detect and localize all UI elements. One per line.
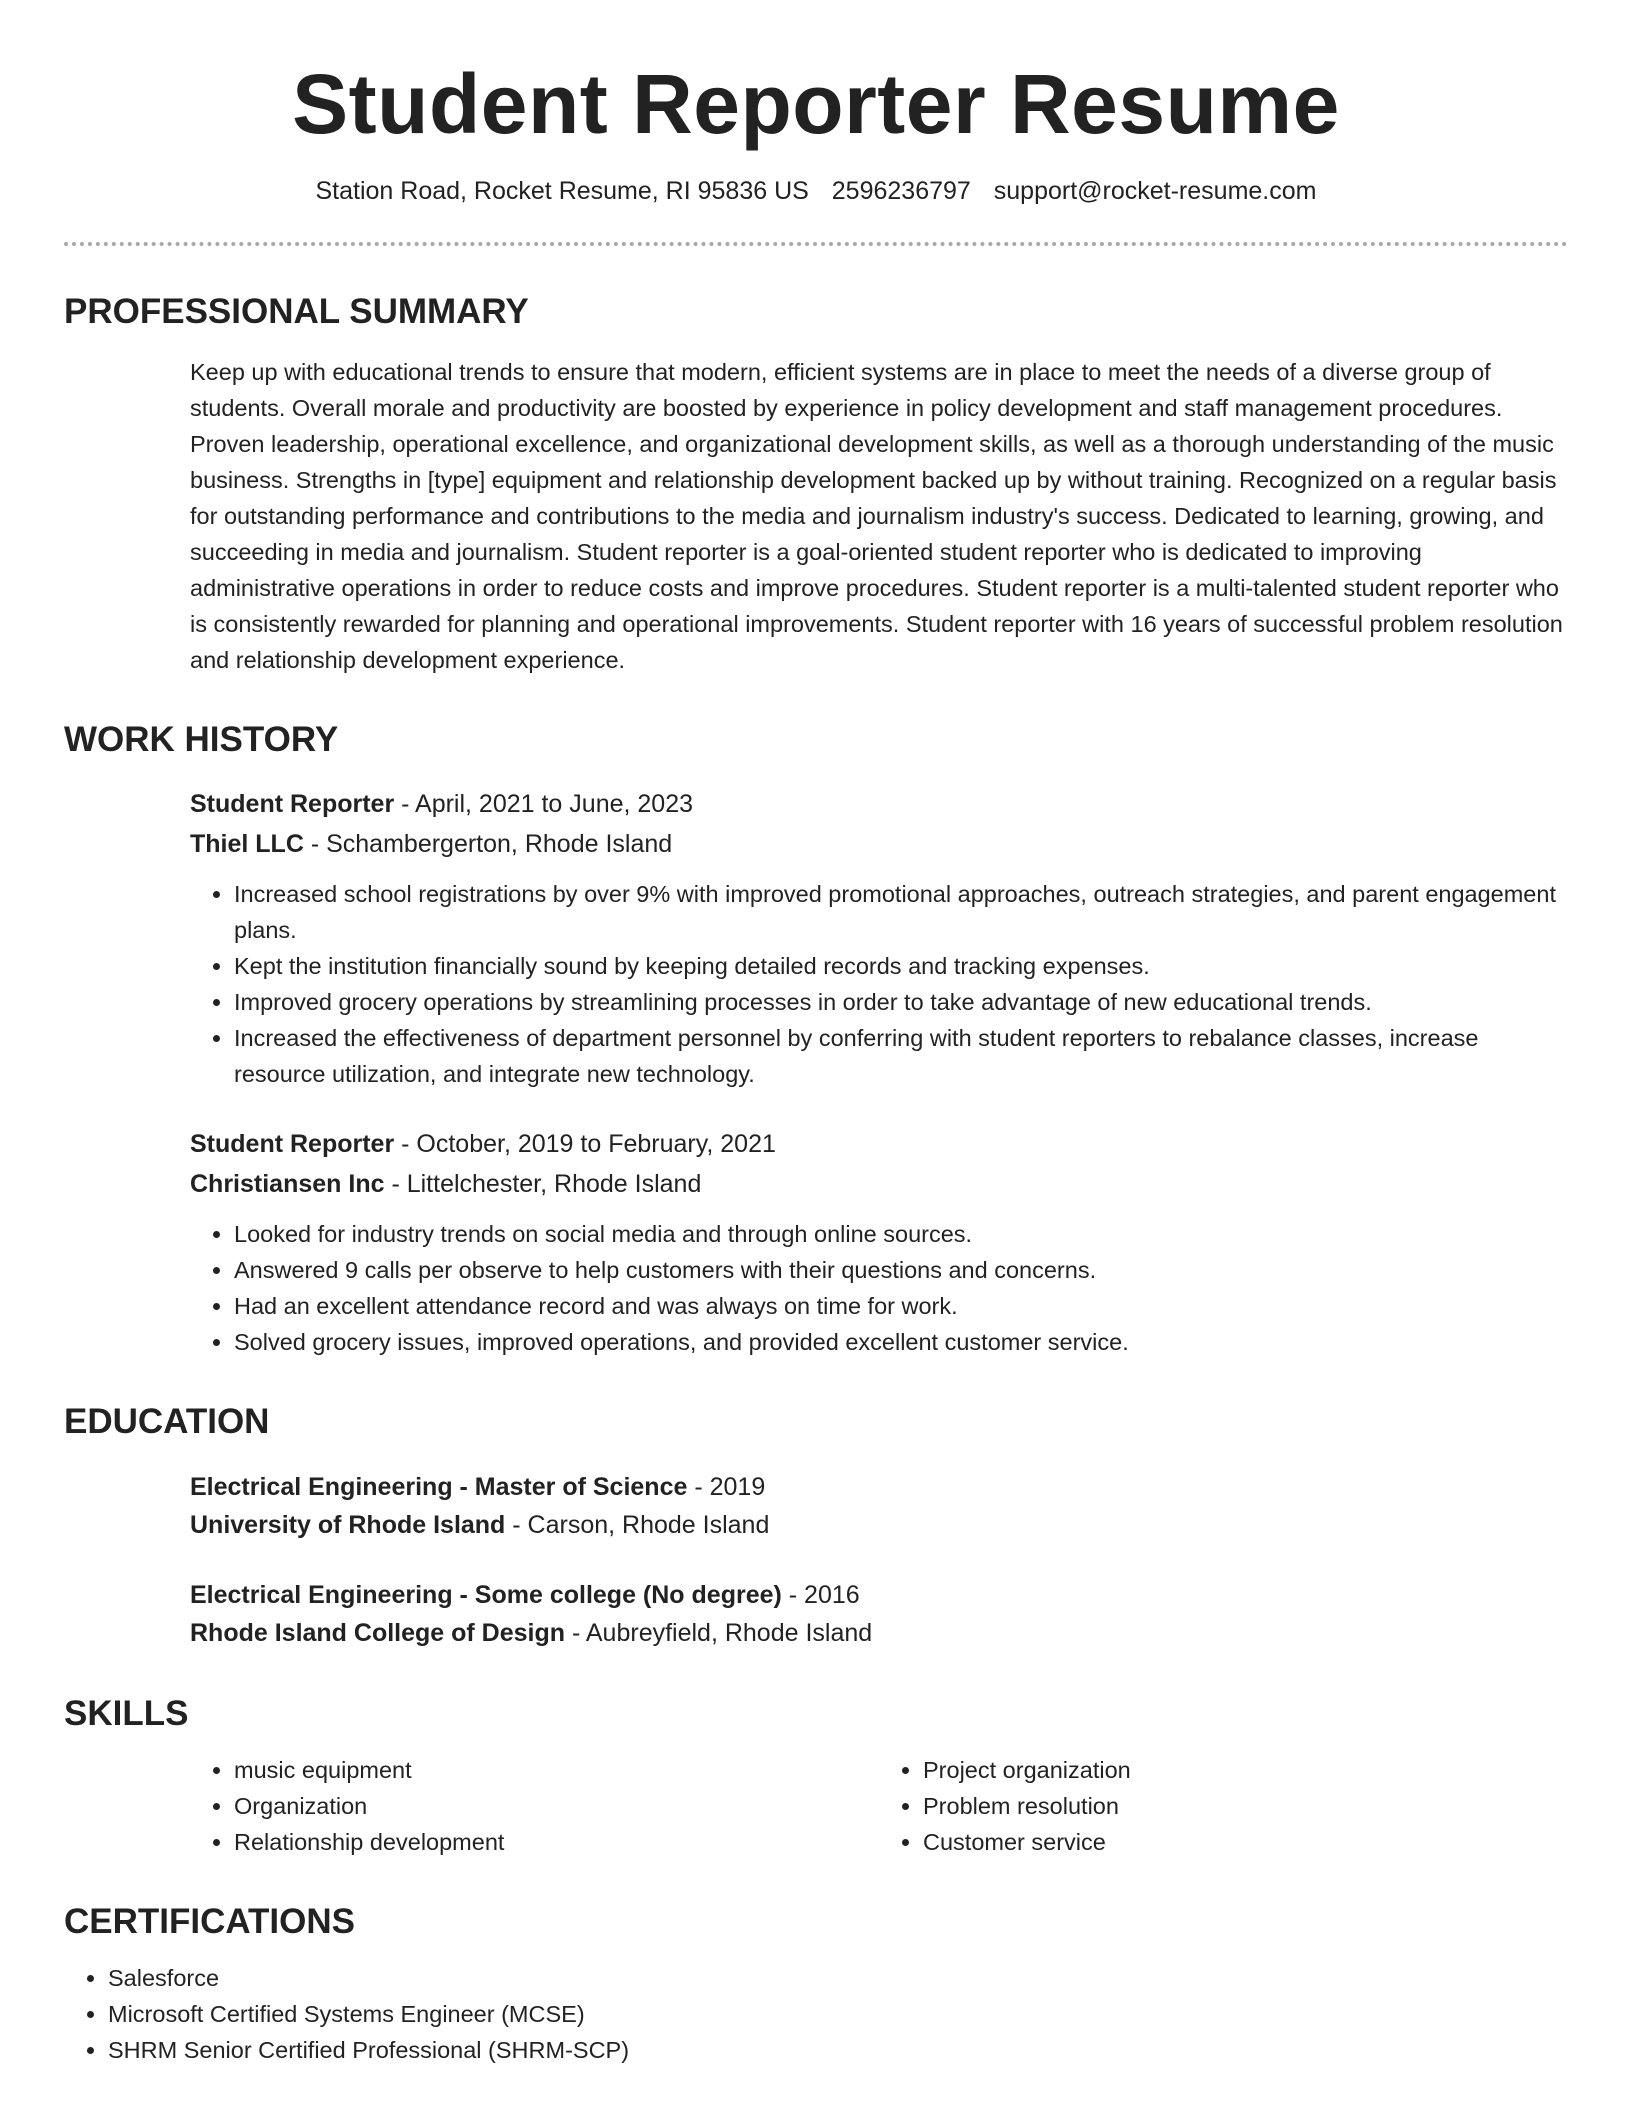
summary-section <box>64 290 1568 678</box>
job-dates: - April, 2021 to June, 2023 <box>394 790 694 818</box>
header-divider <box>64 242 1568 246</box>
education-school: University of Rhode Island <box>190 1511 506 1539</box>
certification-item: • Salesforce <box>108 1960 1568 1996</box>
skill-item: • Customer service <box>923 1824 1568 1860</box>
job-bullet: • Increased school registrations by over 9% with improved promotional approaches, outreach strategies, and parent engagement plans. <box>234 876 1568 948</box>
certifications-section <box>64 1900 1568 2068</box>
education-degree: Electrical Engineering - Some college (No degree) <box>190 1581 782 1609</box>
job-company-line <box>190 1164 1568 1204</box>
education-school: Rhode Island College of Design <box>190 1619 566 1647</box>
education-degree: Electrical Engineering - Master of Science <box>190 1473 688 1501</box>
skill-item: • Problem resolution <box>923 1788 1568 1824</box>
skill-item: • Project organization <box>923 1752 1568 1788</box>
education-location: - Aubreyfield, Rhode Island <box>565 1619 873 1647</box>
job-location: - Littelchester, Rhode Island <box>384 1170 702 1198</box>
contact-email: support@rocket-resume.com <box>993 177 1317 205</box>
education-school-line <box>190 1614 1568 1652</box>
education-school-line <box>190 1506 1568 1544</box>
education-year: - 2019 <box>687 1473 766 1501</box>
skill-item: • Organization <box>234 1788 879 1824</box>
skills-heading: SKILLS <box>64 1694 189 1733</box>
skill-item: • Relationship development <box>234 1824 879 1860</box>
contact-line <box>64 174 1568 208</box>
education-degree-line <box>190 1576 1568 1614</box>
work-history-heading: WORK HISTORY <box>64 720 339 759</box>
job-bullet: • Increased the effectiveness of department personnel by conferring with student reporters to rebalance classes, increase resource utilization, and integrate new technology. <box>234 1020 1568 1092</box>
job-bullet: • Improved grocery operations by streamlining processes in order to take advantage of new educational trends. <box>234 984 1568 1020</box>
education-entry <box>190 1468 1568 1544</box>
job-bullets <box>190 1216 1568 1360</box>
job-title-line <box>190 784 1568 824</box>
education-degree-line <box>190 1468 1568 1506</box>
job-entry <box>190 1124 1568 1360</box>
job-entry <box>190 784 1568 1092</box>
job-bullet: • Kept the institution financially sound by keeping detailed records and tracking expenses. <box>234 948 1568 984</box>
work-history-section <box>64 718 1568 1360</box>
job-dates: - October, 2019 to February, 2021 <box>394 1130 776 1158</box>
education-section <box>64 1400 1568 1652</box>
summary-text: Keep up with educational trends to ensure that modern, efficient systems are in place to meet the needs of a diverse group of students. Overall morale and productivity are boosted by experience in policy development and staff management procedures. Proven leadership, operational excellence, and organizational development skills, as well as a thorough understanding of the music business. Strengths in [type] equipment and relationship development backed up by without training. Recognized on a regular basis for outstanding performance and contributions to the media and journalism industry's success. Dedicated to learning, growing, and succeeding in media and journalism. Student reporter is a goal-oriented student reporter who is dedicated to improving administrative operations in order to reduce costs and improve procedures. Student reporter is a multi-talented student reporter who is consistently rewarded for planning and operational improvements. Student reporter with 16 years of successful problem resolution and relationship development experience. <box>190 359 1563 673</box>
certifications-list <box>64 1960 1568 2068</box>
job-company-line <box>190 824 1568 864</box>
job-company: Christiansen Inc <box>190 1170 385 1198</box>
job-role: Student Reporter <box>190 1130 395 1158</box>
job-bullet: • Solved grocery issues, improved operations, and provided excellent customer service. <box>234 1324 1568 1360</box>
resume-page <box>64 48 1568 2068</box>
skills-columns <box>190 1752 1568 1860</box>
skills-section <box>64 1692 1568 1860</box>
contact-address: Station Road, Rocket Resume, RI 95836 US <box>315 177 809 205</box>
skills-list-left <box>190 1752 879 1860</box>
job-bullet: • Had an excellent attendance record and was always on time for work. <box>234 1288 1568 1324</box>
education-heading: EDUCATION <box>64 1402 270 1441</box>
job-bullet: • Looked for industry trends on social media and through online sources. <box>234 1216 1568 1252</box>
job-company: Thiel LLC <box>190 830 304 858</box>
job-title-line <box>190 1124 1568 1164</box>
job-role: Student Reporter <box>190 790 395 818</box>
skills-list-right <box>879 1752 1568 1860</box>
skill-item: • music equipment <box>234 1752 879 1788</box>
job-bullets <box>190 876 1568 1092</box>
certification-item: • SHRM Senior Certified Professional (SHRM-SCP) <box>108 2032 1568 2068</box>
education-year: - 2016 <box>781 1581 860 1609</box>
certifications-heading: CERTIFICATIONS <box>64 1902 356 1941</box>
resume-title: Student Reporter Resume <box>292 57 1340 151</box>
job-bullet: • Answered 9 calls per observe to help customers with their questions and concerns. <box>234 1252 1568 1288</box>
job-location: - Schambergerton, Rhode Island <box>303 830 673 858</box>
certification-item: • Microsoft Certified Systems Engineer (MCSE) <box>108 1996 1568 2032</box>
education-location: - Carson, Rhode Island <box>505 1511 770 1539</box>
contact-phone: 2596236797 <box>831 177 971 205</box>
summary-heading: PROFESSIONAL SUMMARY <box>64 292 529 331</box>
education-entry <box>190 1576 1568 1652</box>
